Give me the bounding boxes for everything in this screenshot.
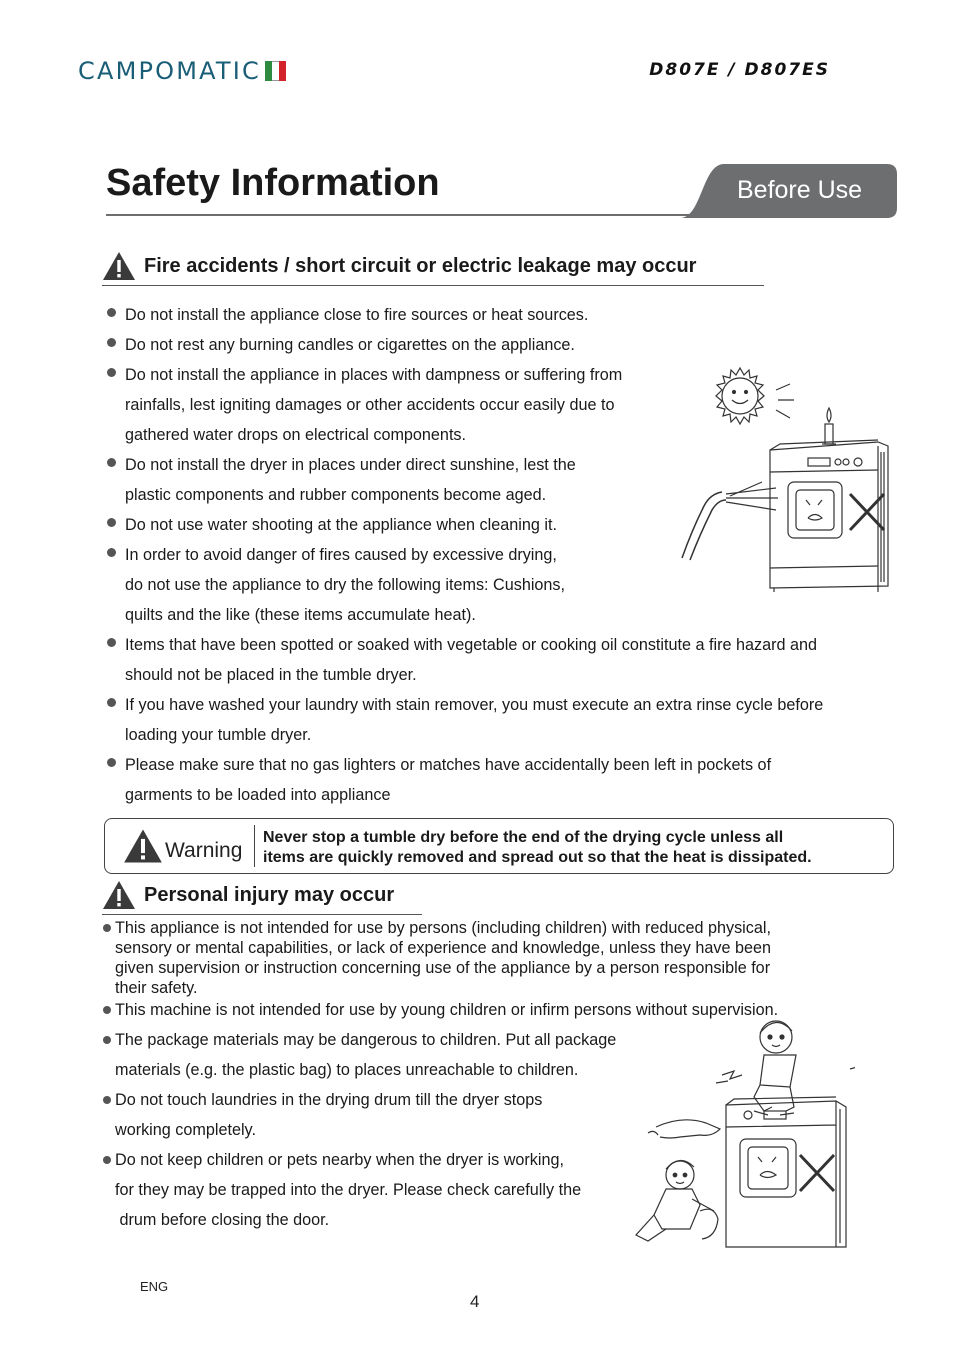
warning-triangle-icon	[123, 828, 163, 864]
bullet-dot	[107, 638, 116, 647]
footer-language: ENG	[140, 1279, 169, 1294]
bullet-dot	[103, 1006, 111, 1014]
list-item: Do not install the appliance in places with dampness or suffering from rainfalls, lest igniting damages or other accidents occur easily due to gathered water drops on electrical components.	[125, 360, 622, 450]
list-item: Do not use water shooting at the appliance when cleaning it.	[125, 510, 557, 540]
bullet-dot	[103, 1096, 111, 1104]
bullet-dot	[107, 758, 116, 767]
warning-message: Never stop a tumble dry before the end of the drying cycle unless all items are quickly removed and spread out so that the heat is dissipated.	[263, 829, 812, 866]
bullet-dot	[107, 338, 116, 347]
fire-section-heading	[102, 251, 764, 281]
list-item: This appliance is not intended for use by persons (including children) with reduced physical, sensory or mental capabilities, or lack of experience and knowledge, unless they have been given supervision or instruction concerning use of the appliance by a person responsible for their safety.	[115, 918, 771, 998]
list-item: Do not install the appliance close to fire sources or heat sources.	[125, 300, 588, 330]
bullet-dot	[103, 924, 111, 932]
warning-divider	[254, 825, 255, 867]
warning-label-text: Warning	[165, 839, 243, 862]
model-number: D807E / D807ES	[649, 60, 830, 80]
list-item: If you have washed your laundry with stain remover, you must execute an extra rinse cycle before loading your tumble dryer.	[125, 690, 823, 750]
list-item: This machine is not intended for use by young children or infirm persons without supervision.	[115, 1000, 778, 1020]
page-title: Safety Information	[106, 162, 440, 204]
list-item: In order to avoid danger of fires caused by excessive drying, do not use the appliance to dry the following items: Cushions, quilts and the like (these items accumulate heat).	[125, 540, 565, 630]
warning-triangle-icon	[102, 880, 136, 910]
warning-triangle-icon	[102, 251, 136, 281]
injury-section-heading	[102, 880, 422, 910]
bullet-dot	[107, 308, 116, 317]
list-item: Do not keep children or pets nearby when the dryer is working, for they may be trapped into the dryer. Please check carefully the drum before closing the door.	[115, 1145, 581, 1235]
list-item: Items that have been spotted or soaked with vegetable or cooking oil constitute a fire hazard and should not be placed in the tumble dryer.	[125, 630, 817, 690]
brand-logo	[78, 57, 286, 85]
page-number: 4	[470, 1292, 480, 1311]
list-item: Do not touch laundries in the drying drum till the dryer stops working completely.	[115, 1085, 542, 1145]
list-item: Please make sure that no gas lighters or matches have accidentally been left in pockets of garments to be loaded into appliance	[125, 750, 771, 810]
list-item: The package materials may be dangerous to children. Put all package materials (e.g. the plastic bag) to places unreachable to children.	[115, 1025, 616, 1085]
tab-label: Before Use	[737, 176, 863, 204]
children-hazard-illustration	[630, 1015, 855, 1250]
fire-heading-text: Fire accidents / short circuit or electric leakage may occur	[144, 254, 697, 277]
brand-name: CAMPOMATIC	[78, 57, 262, 85]
bullet-dot	[103, 1036, 111, 1044]
bullet-dot	[107, 368, 116, 377]
bullet-dot	[107, 518, 116, 527]
section-tab	[680, 164, 897, 218]
bullet-dot	[103, 1156, 111, 1164]
warning-callout	[104, 818, 894, 874]
warning-label	[123, 828, 242, 864]
injury-heading-text: Personal injury may occur	[144, 883, 395, 906]
heading-underline	[102, 285, 764, 287]
bullet-dot	[107, 548, 116, 557]
italian-flag-icon	[265, 61, 286, 81]
bullet-dot	[107, 698, 116, 707]
list-item: Do not install the dryer in places under direct sunshine, lest the plastic components and rubber components become aged.	[125, 450, 576, 510]
list-item: Do not rest any burning candles or cigarettes on the appliance.	[125, 330, 575, 360]
dryer-hazard-illustration	[678, 360, 898, 592]
heading-underline	[102, 914, 422, 916]
bullet-dot	[107, 458, 116, 467]
